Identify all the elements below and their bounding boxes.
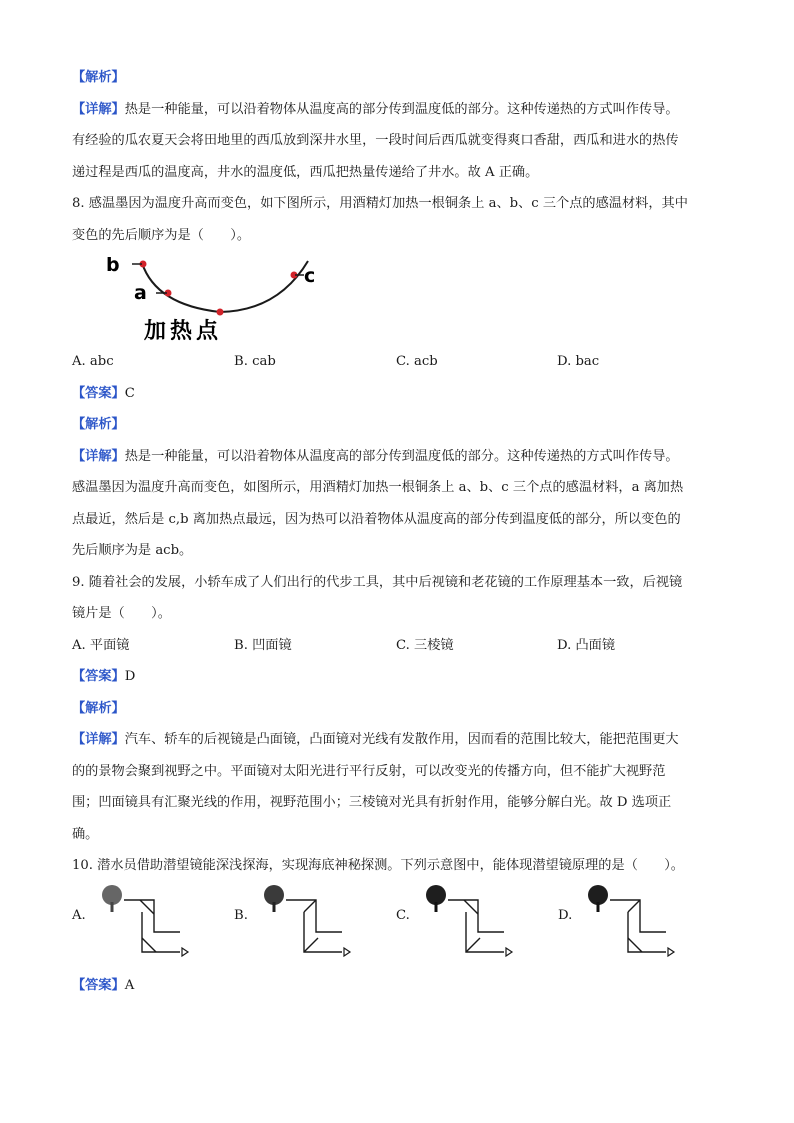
question-10-line1: 10. 潜水员借助潜望镜能深浅探海，实现海底神秘探测。下列示意图中，能体现潜望镜原理的是（ ）。	[72, 858, 684, 873]
question-8-answer	[72, 378, 727, 410]
label-b: b	[106, 254, 120, 276]
periscope-option-d	[558, 882, 720, 970]
option-c-label: C.	[396, 907, 410, 923]
periscope-option-b	[234, 882, 396, 970]
copper-strip-curve	[142, 261, 308, 312]
question-9-options	[72, 630, 727, 662]
answer-value: D	[124, 669, 136, 684]
question-8-detail-line3: 点最近，然后是 c,b 离加热点最远，因为热可以沿着物体从温度高的部分传到温度低的部分，所以变色的	[72, 511, 681, 527]
detail-tag: 【详解】	[72, 101, 125, 117]
question-8-detail-line2: 感温墨因为温度升高而变色，如图所示，用酒精灯加热一根铜条上 a、b、c 三个点的感温材料，a 离加热	[72, 480, 684, 495]
question-8-detail-line1: 【详解】热是一种能量，可以沿着物体从温度高的部分传到温度低的部分。这种传递热的方式叫作传导。	[72, 448, 679, 464]
answer-tag: 【答案】	[72, 669, 125, 684]
periscope-option-a	[72, 882, 234, 970]
periscope-diagram-c	[420, 882, 530, 970]
periscope-diagram-d	[582, 882, 692, 970]
detail-tag: 【详解】	[72, 732, 125, 747]
option-a: A. abc	[72, 354, 114, 369]
question-8-options	[72, 346, 727, 378]
copper-strip-figure	[72, 251, 727, 346]
question-9-detail-line3: 围；凹面镜具有汇聚光线的作用，视野范围小；三棱镜对光具有折射作用，能够分解白光。故 D 选项正	[72, 795, 672, 810]
question-9-line2: 镜片是（ ）。	[72, 606, 171, 621]
option-a-label: A.	[72, 907, 86, 923]
option-a: A. 平面镜	[72, 637, 130, 653]
answer-value: C	[124, 385, 135, 401]
document-page	[72, 62, 727, 1001]
option-b: B. cab	[234, 354, 276, 369]
heating-point-caption: 加热点	[144, 319, 223, 344]
heating-point-dot	[217, 309, 224, 316]
option-b-label: B.	[234, 907, 248, 923]
answer-tag: 【答案】	[72, 977, 125, 993]
eye-icon	[506, 948, 512, 956]
detail-paragraph-q7-line3: 递过程是西瓜的温度高，井水的温度低，西瓜把热量传递给了井水。故 A 正确。	[72, 164, 539, 180]
detail-paragraph-q7-line2: 有经验的瓜农夏天会将田地里的西瓜放到深井水里，一段时间后西瓜就变得爽口香甜，西瓜和进水的热传	[72, 133, 679, 148]
question-9-detail-line4: 确。	[72, 826, 99, 842]
option-d-label: D.	[558, 907, 573, 923]
analysis-tag: 【解析】	[72, 70, 125, 85]
question-10-answer	[72, 970, 727, 1002]
question-8-line1: 8. 感温墨因为温度升高而变色，如下图所示，用酒精灯加热一根铜条上 a、b、c 三个点的感温材料，其中	[72, 196, 688, 211]
question-8-analysis-heading	[72, 409, 727, 441]
answer-value: A	[124, 977, 135, 993]
label-c: c	[304, 265, 316, 287]
periscope-diagram-b	[258, 882, 368, 970]
option-b: B. 凹面镜	[234, 637, 292, 653]
copper-strip-diagram	[72, 251, 316, 346]
question-9-detail-line2: 的的景物会聚到视野之中。平面镜对太阳光进行平行反射，可以改变光的传播方向，但不能扩大视野范	[72, 763, 666, 779]
question-9-detail-line1: 【详解】汽车、轿车的后视镜是凸面镜，凸面镜对光线有发散作用，因而看的范围比较大，能把范围更大	[72, 732, 679, 747]
option-d: D. bac	[557, 354, 600, 369]
analysis-heading	[72, 62, 727, 94]
question-9-analysis-heading	[72, 693, 727, 725]
question-8-line2: 变色的先后顺序为是（ ）。	[72, 227, 251, 243]
periscope-options-figure	[72, 882, 727, 970]
label-a: a	[134, 282, 147, 304]
periscope-diagram-a	[96, 882, 206, 970]
question-9-answer	[72, 661, 727, 693]
answer-tag: 【答案】	[72, 385, 125, 401]
option-c: C. 三棱镜	[396, 637, 454, 653]
question-8-detail-line4: 先后顺序为是 acb。	[72, 543, 193, 558]
detail-tag: 【详解】	[72, 448, 125, 464]
detail-paragraph-q7-line1: 【详解】热是一种能量，可以沿着物体从温度高的部分传到温度低的部分。这种传递热的方式叫作传导。	[72, 101, 679, 117]
eye-icon	[344, 948, 350, 956]
option-d: D. 凸面镜	[557, 637, 616, 653]
analysis-tag: 【解析】	[72, 700, 125, 716]
question-9-line1: 9. 随着社会的发展，小轿车成了人们出行的代步工具，其中后视镜和老花镜的工作原理基本一致，后视镜	[72, 574, 683, 590]
option-c: C. acb	[396, 354, 438, 369]
eye-icon	[668, 948, 674, 956]
eye-icon	[182, 948, 188, 956]
periscope-option-c	[396, 882, 558, 970]
analysis-tag: 【解析】	[72, 417, 125, 432]
